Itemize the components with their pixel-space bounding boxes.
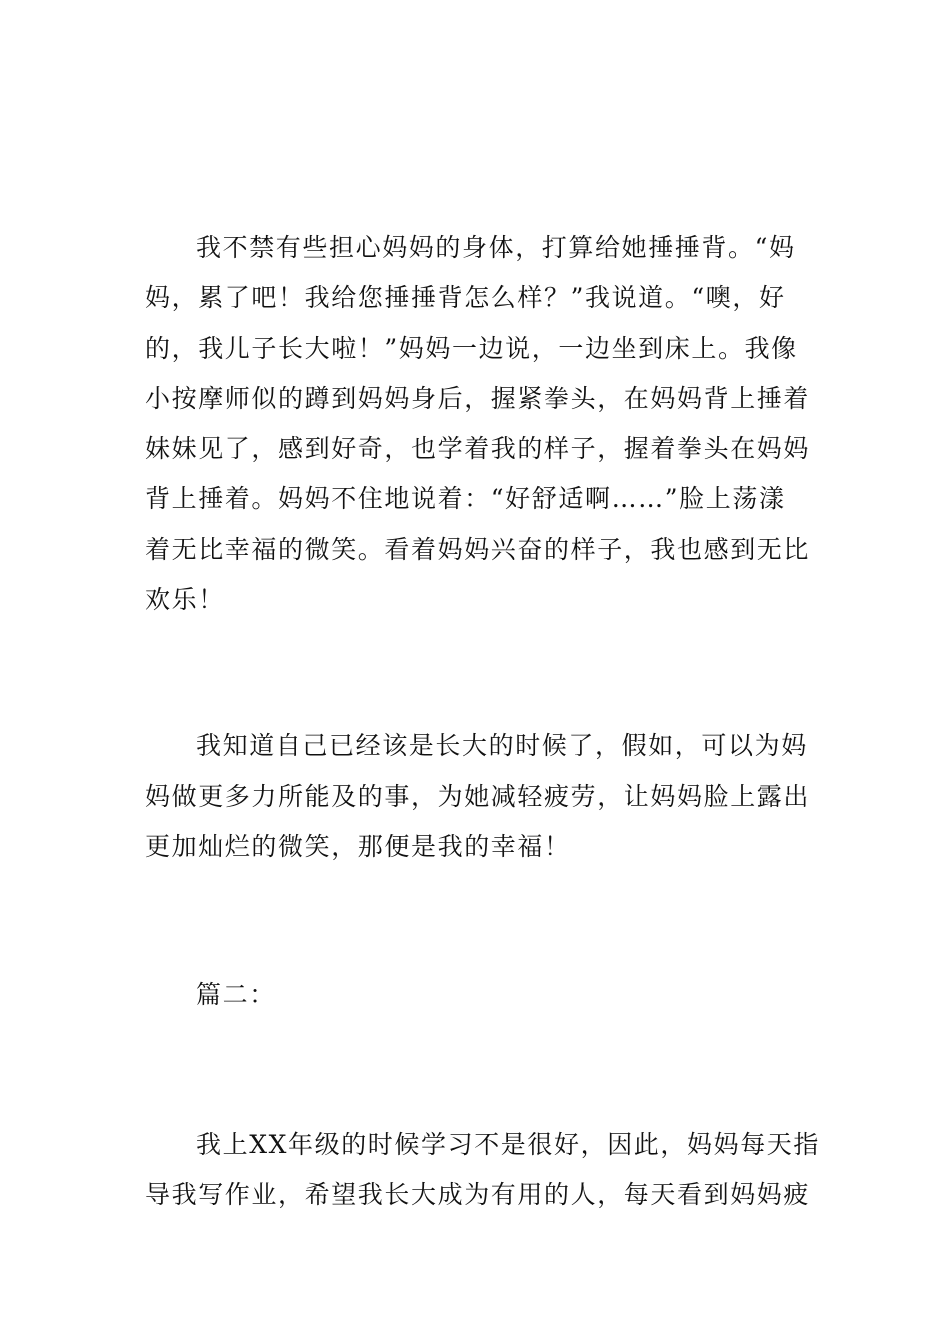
paragraph-line: 导我写作业，希望我长大成为有用的人，每天看到妈妈疲: [145, 1180, 811, 1209]
paragraph-line: 背上捶着。妈妈不住地说着：“好舒适啊……”脸上荡漾: [145, 484, 786, 513]
paragraph-line: 妹妹见了，感到好奇，也学着我的样子，握着拳头在妈妈: [145, 434, 811, 463]
paragraph-line: 的，我儿子长大啦！”妈妈一边说，一边坐到床上。我像: [145, 334, 798, 363]
section-heading-text: 篇二：: [196, 980, 276, 1009]
paragraph-line: 我不禁有些担心妈妈的身体，打算给她捶捶背。“妈: [196, 233, 796, 262]
paragraph-line: 着无比幸福的微笑。看着妈妈兴奋的样子，我也感到无比: [145, 535, 811, 564]
paragraph-line: 小按摩师似的蹲到妈妈身后，握紧拳头，在妈妈背上捶着: [145, 384, 811, 413]
paragraph-line: 欢乐！: [145, 585, 225, 614]
paragraph-line: 更加灿烂的微笑，那便是我的幸福！: [145, 832, 571, 861]
paragraph-line: 我上XX年级的时候学习不是很好，因此，妈妈每天指: [196, 1130, 820, 1159]
paragraph-line: 我知道自己已经该是长大的时候了，假如，可以为妈: [196, 731, 808, 760]
paragraph-line: 妈做更多力所能及的事，为她减轻疲劳，让妈妈脸上露出: [145, 782, 811, 811]
paragraph-line: 妈，累了吧！我给您捶捶背怎么样？”我说道。“噢，好: [145, 283, 786, 312]
